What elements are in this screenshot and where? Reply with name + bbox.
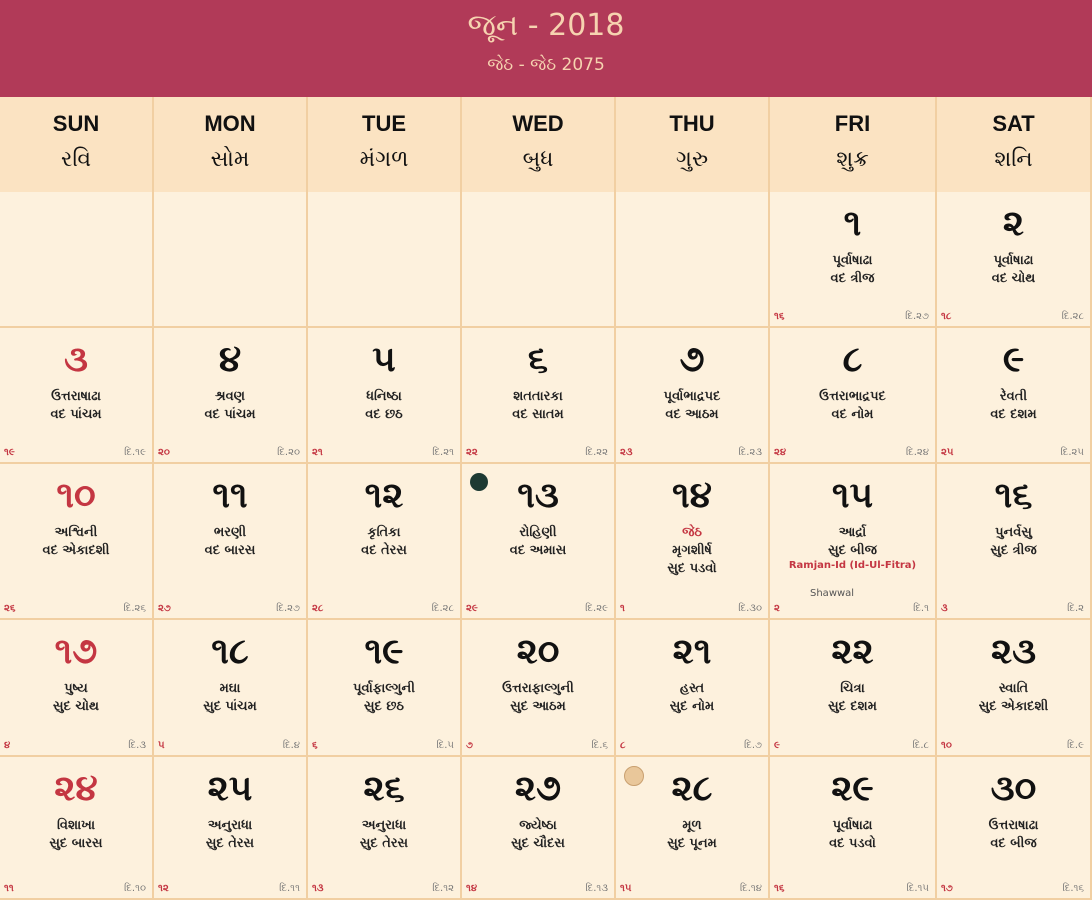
new-moon-icon [470,473,488,491]
hijri-date: ૧૦ [941,740,952,751]
day-cell[interactable] [0,464,154,620]
day-number: ૧૨ [364,475,404,516]
tithi-label: વદ બીજ [990,836,1037,851]
weekday-header-tue [308,97,462,192]
hijri-date: ૨૩ [620,447,633,458]
tithi-label: વદ દશમ [990,407,1037,422]
day-number: ૨૧ [672,631,712,672]
day-number: ૮ [842,339,863,380]
tithi-label: સુદ એકાદશી [978,699,1049,714]
nakshatra-label: અનુરાધા [207,818,253,833]
nakshatra-label: ઉત્તરાષાઢા [988,818,1039,833]
din-count: દિ.૫ [436,740,454,751]
weekday-header-wed [462,97,616,192]
din-count: દિ.૬ [591,740,608,751]
nakshatra-label: ચિત્રા [840,681,865,696]
din-count: દિ.૨૯ [585,603,608,614]
hijri-date: ૨૫ [941,447,954,458]
empty-day-cell [0,192,154,328]
nakshatra-label: ઉત્તરાષાઢા [51,389,101,404]
day-number: ૨૦ [516,631,560,672]
nakshatra-label: પૂર્વાષાઢા [832,253,873,268]
din-count: દિ.૨૮ [1061,311,1084,322]
weekday-english: THU [669,111,715,136]
nakshatra-label: શ્રવણ [214,389,246,404]
tithi-label: વદ પાંચમ [50,407,102,422]
festival-label: Ramjan-Id (Id-Ul-Fitra) [788,560,917,571]
tithi-label: સુદ તેરસ [359,836,409,851]
din-count: દિ.૧ [913,603,929,614]
day-number: ૨૭ [514,768,562,809]
empty-day-cell [308,192,462,328]
hijri-date: ૧૮ [941,311,952,322]
tithi-label: સુદ બીજ [828,543,877,558]
hijri-date: ૨૦ [158,447,170,458]
day-cell[interactable] [0,757,154,900]
nakshatra-label: આર્દ્રા [838,525,867,540]
day-cell[interactable] [462,620,616,757]
day-cell[interactable] [154,620,308,757]
din-count: દિ.૨૪ [905,447,929,458]
day-cell[interactable] [308,620,462,757]
din-count: દિ.૧૧ [279,883,300,894]
tithi-label: વદ ચોથ [991,271,1036,286]
day-number: ૨૫ [207,768,253,809]
weekday-gujarati: ગુરુ [675,147,709,172]
hijri-date: ૧૧ [4,883,14,894]
nakshatra-label: પુનર્વસુ [995,525,1032,540]
nakshatra-label: ઉત્તરાફાલ્ગુની [502,681,574,696]
day-cell[interactable] [770,328,937,464]
nakshatra-label: મઘા [219,681,241,696]
empty-day-cell [616,192,770,328]
day-cell[interactable] [616,620,770,757]
tithi-label: વદ તેરસ [361,543,407,558]
tithi-label: મૃગશીર્ષ [672,543,712,558]
tithi-label: સુદ બારસ [49,836,103,851]
calendar-header [0,0,1092,97]
day-cell[interactable] [308,328,462,464]
weekday-english: WED [512,111,564,136]
nakshatra-label: હસ્ત [679,681,705,696]
day-cell[interactable] [770,464,937,620]
day-cell[interactable] [154,464,308,620]
day-cell[interactable] [770,192,937,328]
hijri-date: ૧૪ [466,883,478,894]
day-number: ૨૯ [831,768,874,809]
day-number: ૧૩ [517,475,559,516]
nakshatra-label: પૂર્વાષાઢા [993,253,1034,268]
hijri-date: ૧૨ [158,883,169,894]
day-cell[interactable] [308,464,462,620]
hijri-date: ૨૮ [312,603,324,614]
day-cell[interactable] [770,757,937,900]
nakshatra-label: પૂર્વાભાદ્રપદ [663,389,721,404]
day-number: ૨ [1002,203,1025,244]
din-count: દિ.૨૭ [905,311,929,322]
din-count: દિ.૧૫ [906,883,929,894]
tithi-label: સુદ પાંચમ [203,699,257,714]
tithi-label: વદ આઠમ [665,407,719,422]
din-count: દિ.૨૨ [585,447,608,458]
din-count: દિ.૩૦ [738,603,762,614]
empty-day-cell [462,192,616,328]
day-number: ૬ [527,339,549,380]
nakshatra-label: પૂર્વાષાઢા [832,818,873,833]
hijri-date: ૬ [312,740,318,751]
din-count: દિ.૭ [744,740,762,751]
weekday-english: TUE [362,111,406,136]
nakshatra-label: અશ્વિની [54,525,98,540]
empty-day-cell [154,192,308,328]
din-count: દિ.૧૨ [432,883,454,894]
day-number: ૪ [218,339,242,380]
day-cell[interactable] [937,464,1092,620]
tithi-label: વદ અમાસ [509,543,567,558]
day-number: ૭ [679,339,705,380]
tithi-extra-label: સુદ પડવો [667,561,717,576]
hijri-date: ૧૫ [620,883,632,894]
tithi-label: સુદ તેરસ [205,836,255,851]
tithi-label: સુદ ચોથ [53,699,99,714]
weekday-english: MON [204,111,256,136]
hijri-date: ૨૧ [312,447,323,458]
tithi-label: વદ બારસ [204,543,256,558]
day-number: ૧૦ [56,475,96,516]
day-cell[interactable] [937,620,1092,757]
tithi-label: વદ પાંચમ [204,407,256,422]
hijri-date: ૯ [774,740,780,751]
weekday-gujarati: શનિ [994,147,1033,172]
weekday-gujarati: રવિ [60,147,92,172]
nakshatra-label: વિશાખા [56,818,96,833]
day-number: ૧ [843,203,862,244]
weekday-header-sat [937,97,1092,192]
din-count: દિ.૮ [912,740,929,751]
weekday-header-fri [770,97,937,192]
hijri-date: ૮ [620,740,626,751]
day-number: ૨૩ [990,631,1037,672]
hijri-date: ૨૯ [466,603,478,614]
day-number: ૧૫ [831,475,874,516]
nakshatra-label: જેઠ [682,525,702,540]
day-number: ૧૪ [672,475,712,516]
nakshatra-label: ભરણી [213,525,247,540]
nakshatra-label: જ્યેષ્ઠા [519,818,557,833]
day-cell[interactable] [154,328,308,464]
weekday-header-sun [0,97,154,192]
hijri-date: ૨૬ [4,603,16,614]
din-count: દિ.૨૮ [431,603,454,614]
tithi-label: સુદ ત્રીજ [990,543,1037,558]
din-count: દિ.૨૧ [432,447,454,458]
din-count: દિ.૨૩ [738,447,762,458]
day-cell[interactable] [616,328,770,464]
tithi-label: સુદ આઠમ [510,699,566,714]
hijri-date: ૧૬ [774,311,785,322]
day-cell[interactable] [462,757,616,900]
day-cell[interactable] [0,620,154,757]
weekday-english: SUN [52,111,100,136]
tithi-label: સુદ નોમ [669,699,715,714]
din-count: દિ.૧૦ [124,883,146,894]
din-count: દિ.૧૪ [739,883,762,894]
tithi-label: સુદ ચૌદસ [511,836,565,851]
weekday-header-mon [154,97,308,192]
day-number: ૧૮ [211,631,249,672]
din-count: દિ.૨૫ [1060,447,1084,458]
day-cell[interactable] [770,620,937,757]
tithi-label: વદ પડવો [829,836,876,851]
nakshatra-label: મૂળ [682,818,702,833]
weekday-header-thu [616,97,770,192]
day-number: ૨૮ [671,768,713,809]
nakshatra-label: અનુરાધા [361,818,407,833]
hindu-month-subtitle: જેઠ - જેઠ 2075 [487,55,605,75]
day-number: ૧૧ [212,475,248,516]
nakshatra-label: પુષ્ય [64,681,88,696]
weekday-gujarati: મંગળ [359,147,409,172]
hijri-date: ૩ [941,603,948,614]
hijri-date: ૨૨ [466,447,478,458]
hijri-date: ૨૭ [158,603,171,614]
din-count: દિ.૨૭ [276,603,300,614]
hijri-date: ૧ [620,603,625,614]
nakshatra-label: ધનિષ્ઠા [366,389,402,404]
day-number: ૯ [1002,339,1025,380]
day-cell[interactable] [616,464,770,620]
hijri-date: ૨ [774,603,780,614]
tithi-label: વદ એકાદશી [42,543,110,558]
day-number: ૫ [372,339,396,380]
hijri-date: ૧૩ [312,883,324,894]
din-count: દિ.૨૬ [123,603,146,614]
day-cell[interactable] [154,757,308,900]
day-number: ૨૪ [54,768,98,809]
din-count: દિ.૧૯ [124,447,146,458]
day-number: ૧૯ [364,631,404,672]
day-cell[interactable] [937,757,1092,900]
din-count: દિ.૧૬ [1062,883,1084,894]
hijri-date: ૧૬ [774,883,785,894]
tithi-label: વદ નોમ [831,407,874,422]
day-cell[interactable] [937,328,1092,464]
tithi-label: વદ છઠ [365,407,403,422]
din-count: દિ.૨ [1067,603,1084,614]
din-count: દિ.૯ [1067,740,1084,751]
tithi-label: સુદ પૂનમ [667,836,717,851]
hijri-date: ૪ [4,740,11,751]
day-number: ૨૬ [363,768,405,809]
tithi-label: વદ સાતમ [512,407,564,422]
din-count: દિ.૧૩ [585,883,608,894]
hijri-date: ૨૪ [774,447,787,458]
day-number: ૧૭ [54,631,98,672]
nakshatra-label: રોહિણી [519,525,557,540]
nakshatra-label: કૃતિકા [367,525,401,540]
nakshatra-label: સ્વાતિ [998,681,1029,696]
nakshatra-label: શતતારકા [513,389,563,404]
day-cell[interactable] [462,328,616,464]
hijri-date: ૫ [158,740,165,751]
weekday-english: FRI [834,111,871,136]
day-number: ૩૦ [990,768,1037,809]
day-cell[interactable] [308,757,462,900]
din-count: દિ.૪ [282,740,300,751]
tithi-label: સુદ દશમ [828,699,877,714]
hijri-date: ૧૯ [4,447,15,458]
islamic-month-label: Shawwal [810,588,855,599]
day-cell[interactable] [0,328,154,464]
hijri-date: ૭ [466,740,473,751]
tithi-label: વદ ત્રીજ [830,271,875,286]
tithi-label: સુદ છઠ [364,699,404,714]
day-cell[interactable] [937,192,1092,328]
hijri-date: ૧૭ [941,883,953,894]
day-number: ૩ [64,339,88,380]
nakshatra-label: ઉત્તરાભાદ્રપદ [819,389,886,404]
day-number: ૧૬ [994,475,1033,516]
day-number: ૨૨ [831,631,874,672]
nakshatra-label: રેવતી [999,389,1028,404]
weekday-english: SAT [992,111,1035,136]
nakshatra-label: પૂર્વાફાલ્ગુની [353,681,415,696]
weekday-gujarati: સોમ [210,147,250,172]
weekday-gujarati: બુધ [522,147,554,172]
weekday-gujarati: શુક્ર [836,147,869,172]
din-count: દિ.૨૦ [277,447,300,458]
full-moon-icon [624,766,644,786]
din-count: દિ.૩ [128,740,146,751]
month-title: જૂન - 2018 [467,8,625,43]
